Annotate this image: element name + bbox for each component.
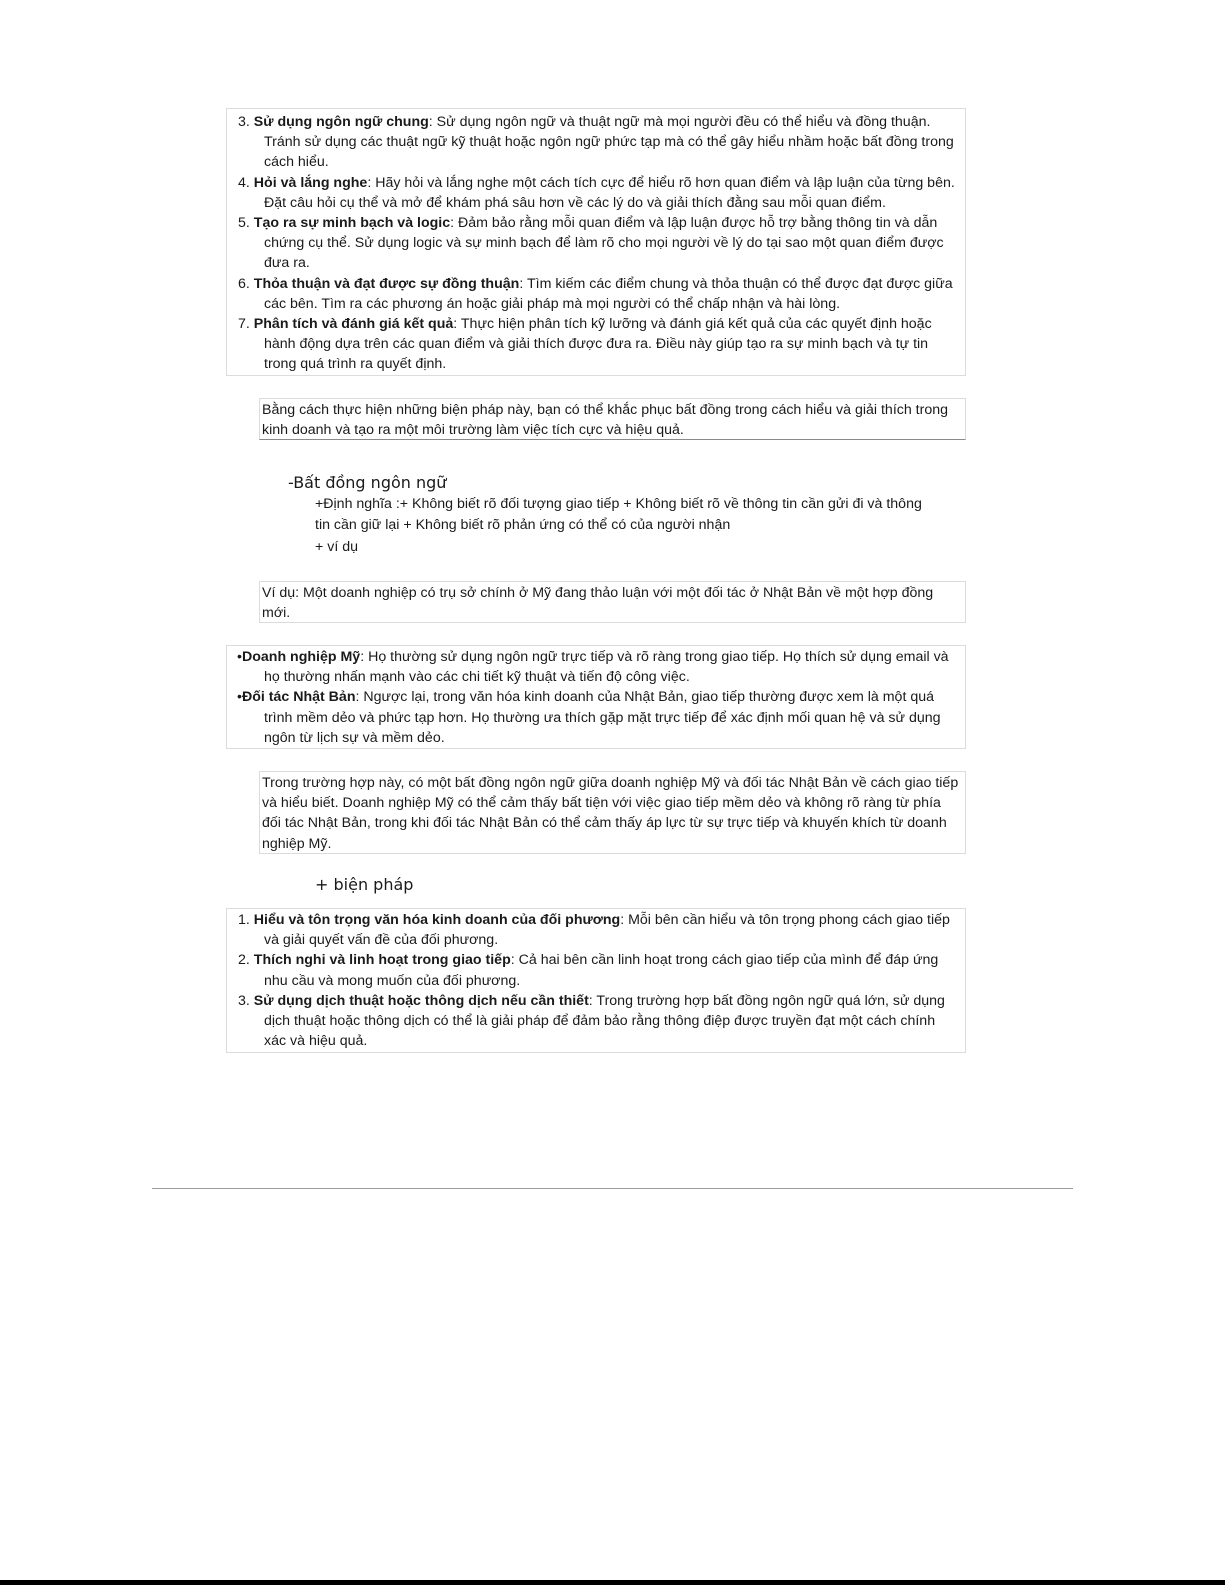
definition-line-2: tin cần giữ lại + Không biết rõ phản ứng có thể có của người nhận (315, 517, 731, 533)
list-item (229, 112, 959, 173)
bullet-text: : Ngược lại, trong văn hóa kinh doanh của Nhật Bản, giao tiếp thường được xem là một quá trình mềm dẻo và phức tạp hơn. Họ thường ưa thích gặp mặt trực tiếp để xác định mối quan hệ và sử dụng ngôn từ lịch sự và mềm dẻo. (264, 689, 941, 746)
conclusion-paragraph (259, 398, 966, 440)
bullet-item (229, 647, 951, 687)
bullet-mark: • (237, 649, 242, 665)
example-intro-text: Ví dụ: Một doanh nghiệp có trụ sở chính ở Mỹ đang thảo luận với một đối tác ở Nhật Bản về một hợp đồng mới. (262, 585, 934, 622)
numbered-list-a (226, 108, 966, 376)
list-item (229, 910, 951, 950)
item-number: 7. (238, 316, 250, 333)
item-text: : Thực hiện phân tích kỹ lưỡng và đánh giá kết quả của các quyết định hoặc hành động dựa trên các quan điểm và giải thích được đưa ra. Điều này giúp tạo ra sự minh bạch và tự tin trong quá trình ra quyết định. (264, 316, 932, 373)
list-item (229, 213, 959, 274)
bullet-title: Đối tác Nhật Bản (241, 689, 356, 706)
item-title: Phân tích và đánh giá kết quả (253, 316, 454, 333)
item-number: 1. (238, 912, 250, 928)
conclusion-text: Bằng cách thực hiện những biện pháp này, bạn có thể khắc phục bất đồng trong cách hiểu và giải thích trong kinh doanh và tạo ra một môi trường làm việc tích cực và hiệu quả. (262, 402, 949, 439)
bullet-text: : Họ thường sử dụng ngôn ngữ trực tiếp và rõ ràng trong giao tiếp. Họ thích sử dụng email và họ thường nhấn mạnh vào các chi tiết kỹ thuật và tiến độ công việc. (264, 649, 949, 686)
item-number: 5. (238, 215, 250, 232)
bullet-item (229, 687, 951, 748)
bottom-edge (0, 1580, 1225, 1585)
item-title: Hỏi và lắng nghe (253, 174, 368, 191)
item-text: : Mỗi bên cần hiểu và tôn trọng phong cách giao tiếp và giải quyết vấn đề của đối phương. (264, 912, 950, 949)
item-title: Sử dụng ngôn ngữ chung (253, 114, 429, 130)
situation-text: Trong trường hợp này, có một bất đồng ngôn ngữ giữa doanh nghiệp Mỹ và đối tác Nhật Bản về cách giao tiếp và hiểu biết. Doanh nghiệp Mỹ có thể cảm thấy bất tiện với việc giao tiếp mềm dẻo và không rõ ràng từ phía đối tác Nhật Bản, trong khi đối tác Nhật Bản có thể cảm thấy áp lực từ sự trực tiếp và khuyến khích từ doanh nghiệp Mỹ. (262, 775, 959, 852)
item-number: 3. (238, 114, 250, 130)
bullet-list (226, 645, 966, 749)
item-text: : Trong trường hợp bất đồng ngôn ngữ quá lớn, sử dụng dịch thuật hoặc thông dịch có thể là giải pháp để đảm bảo rằng thông điệp được truyền đạt một cách chính xác và hiệu quả. (264, 992, 945, 1050)
section-heading-language: -Bất đồng ngôn ngữ (288, 473, 447, 492)
item-text: : Cả hai bên cần linh hoạt trong cách giao tiếp của mình để đáp ứng nhu cầu và mong muốn của đối phương. (264, 952, 939, 989)
item-text: : Sử dụng ngôn ngữ và thuật ngữ mà mọi người đều có thể hiểu và đồng thuận. Tránh sử dụng các thuật ngữ kỹ thuật hoặc ngôn ngữ phức tạp mà có thể gây hiểu nhầm hoặc bất đồng trong cách hiểu. (264, 114, 954, 171)
item-text: : Đảm bảo rằng mỗi quan điểm và lập luận được hỗ trợ bằng thông tin và dẫn chứng cụ thể. Sử dụng logic và sự minh bạch để làm rõ cho mọi người về lý do tại sao một quan điểm được đưa ra. (264, 215, 944, 272)
item-text: : Tìm kiếm các điểm chung và thỏa thuận có thể được đạt được giữa các bên. Tìm ra các phương án hoặc giải pháp mà mọi người có thể chấp nhận và hài lòng. (264, 275, 953, 312)
item-text: : Hãy hỏi và lắng nghe một cách tích cực để hiểu rõ hơn quan điểm và lập luận của từng bên. Đặt câu hỏi cụ thể và mở để khám phá sâu hơn về các lý do và giải thích đằng sau mỗi quan điểm. (264, 174, 955, 211)
item-number: 3. (238, 992, 250, 1009)
situation-paragraph (259, 771, 966, 854)
item-title: Thỏa thuận và đạt được sự đồng thuận (253, 275, 520, 292)
item-title: Tạo ra sự minh bạch và logic (253, 215, 451, 232)
bullet-mark: • (237, 689, 242, 706)
example-label: + ví dụ (315, 539, 358, 555)
numbered-list-b (226, 908, 966, 1053)
list-item (229, 950, 951, 990)
section-heading-measures: + biện pháp (315, 875, 414, 894)
definition-line-1: +Định nghĩa :+ Không biết rõ đối tượng giao tiếp + Không biết rõ về thông tin cần gửi đi và thông (315, 496, 922, 512)
item-number: 2. (238, 952, 250, 969)
list-item (229, 314, 959, 375)
item-title: Thích nghi và linh hoạt trong giao tiếp (253, 952, 511, 969)
item-number: 4. (238, 174, 250, 191)
item-number: 6. (238, 275, 250, 292)
bullet-title: Doanh nghiệp Mỹ (241, 649, 361, 665)
list-item (229, 991, 951, 1052)
page-divider (152, 1188, 1073, 1189)
example-intro-paragraph (259, 581, 966, 623)
list-item (229, 173, 959, 213)
list-item (229, 274, 959, 314)
item-title: Hiểu và tôn trọng văn hóa kinh doanh của đối phương (253, 912, 621, 928)
item-title: Sử dụng dịch thuật hoặc thông dịch nếu cần thiết (253, 992, 589, 1009)
